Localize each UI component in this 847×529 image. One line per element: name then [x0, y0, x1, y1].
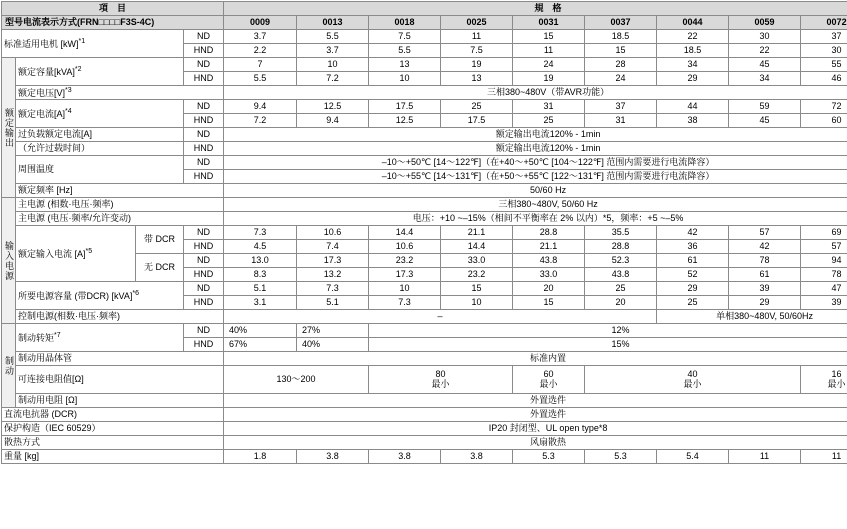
resistance-value: 40	[687, 369, 698, 380]
row-label-rated-input-current: 额定输入电流 $[A]^{*5}$	[16, 226, 136, 282]
cell: 45	[729, 114, 801, 128]
cell: 18.5	[657, 44, 729, 58]
cell: 30	[801, 44, 847, 58]
cell: 37	[585, 100, 657, 114]
row-label-rated-current: 额定电流$[A]^{*4}$	[16, 100, 184, 128]
cell: 5.3	[513, 450, 585, 464]
cell-span-left: –	[224, 310, 657, 324]
cell: 31	[513, 100, 585, 114]
cell: 25	[585, 282, 657, 296]
row-label-power-capacity: 所要电源容量 (带DCR) [kVA]$^{*6}$	[16, 282, 184, 310]
row-label-ambient-temp: 周围温度	[16, 156, 184, 184]
row-label-standard-motor: 标准适用电机 [kW]$^{*1}$	[2, 30, 184, 58]
row-label-protection: 保护构造（IEC 60529）	[2, 422, 224, 436]
model-row-label: 型号电流表示方式(FRN□□□□F3S-4C)	[2, 16, 224, 30]
cell: 29	[657, 72, 729, 86]
mode-hnd: HND	[184, 240, 224, 254]
mode-nd: ND	[184, 324, 224, 338]
row-label-main-power: 主电源 (相数·电压·频率)	[16, 198, 224, 212]
cell: 15	[513, 30, 585, 44]
cell-span: IP20 封闭型、UL open type*8	[224, 422, 847, 436]
cell-span-right: 单相380~480V, 50/60Hz	[657, 310, 847, 324]
cell: 12.5	[297, 100, 369, 114]
cell: 94	[801, 254, 847, 268]
cell: 7.2	[297, 72, 369, 86]
mode-hnd: HND	[184, 170, 224, 184]
cell: 20	[513, 282, 585, 296]
row-label-resistance: 可连接电阻值[Ω]	[16, 366, 224, 394]
item-header: 項 目	[2, 2, 224, 16]
cell: 10	[369, 282, 441, 296]
cell: 7	[224, 58, 297, 72]
cell: 25	[657, 296, 729, 310]
cell: 40%	[224, 324, 297, 338]
cell: 57	[801, 240, 847, 254]
cell: 3.7	[224, 30, 297, 44]
cell: 35.5	[585, 226, 657, 240]
cell: 8.3	[224, 268, 297, 282]
cell: 19	[441, 58, 513, 72]
cell: 28.8	[585, 240, 657, 254]
cell: 19	[513, 72, 585, 86]
mode-hnd: HND	[184, 142, 224, 156]
model-col-0018: 0018	[369, 16, 441, 30]
cell: 23.2	[441, 268, 513, 282]
cell: 36	[657, 240, 729, 254]
mode-nd: ND	[184, 58, 224, 72]
table-row	[2, 352, 847, 366]
row-label-rated-frequency: 额定频率 [Hz]	[16, 184, 224, 198]
cell: 39	[729, 282, 801, 296]
cell-span: 标准内置	[224, 352, 847, 366]
cell: 43.8	[585, 268, 657, 282]
cell: 12.5	[369, 114, 441, 128]
model-header-row	[2, 16, 847, 30]
table-row	[2, 310, 847, 324]
cell: 47	[801, 282, 847, 296]
cell: 37	[801, 30, 847, 44]
cell: 5.1	[297, 296, 369, 310]
table-row	[2, 184, 847, 198]
mode-nd: ND	[184, 100, 224, 114]
cell: 38	[657, 114, 729, 128]
resistance-value: 16	[831, 369, 842, 380]
cell: 1.8	[224, 450, 297, 464]
cell-span: 电压：+10 ~–15%（相间不平衡率在 2% 以内）*5，频率：+5 ~–5%	[224, 212, 847, 226]
resistance-value: 60	[543, 369, 554, 380]
cell: 17.5	[441, 114, 513, 128]
cell: 40%	[297, 338, 369, 352]
cell: 7.3	[224, 226, 297, 240]
model-col-0044: 0044	[657, 16, 729, 30]
spec-header: 規 格	[224, 2, 847, 16]
cell: 34	[729, 72, 801, 86]
cell: 22	[657, 30, 729, 44]
cell: 17.5	[369, 100, 441, 114]
row-label-control-power: 控制电源(相数·电压·频率)	[16, 310, 224, 324]
row-label-overload-current: 过负载额定电流[A]	[16, 128, 184, 142]
specification-table	[1, 1, 847, 464]
table-row	[2, 142, 847, 156]
resistance-note: 最小	[683, 378, 702, 389]
cell: 7.5	[369, 30, 441, 44]
cell: 28	[585, 58, 657, 72]
cell: 46	[801, 72, 847, 86]
cell: 18.5	[585, 30, 657, 44]
resistance-group-1	[224, 366, 369, 394]
mode-hnd: HND	[184, 44, 224, 58]
table-row	[2, 212, 847, 226]
cell: 42	[657, 226, 729, 240]
cell: 29	[729, 296, 801, 310]
mode-nd: ND	[184, 156, 224, 170]
cell: 29	[657, 282, 729, 296]
cell: 30	[729, 30, 801, 44]
table-row	[2, 30, 847, 44]
row-label-weight: 重量 [kg]	[2, 450, 224, 464]
cell: 10	[369, 72, 441, 86]
cell: 34	[657, 58, 729, 72]
cell: 3.1	[224, 296, 297, 310]
cell: 3.7	[297, 44, 369, 58]
table-row	[2, 156, 847, 170]
resistance-note: 最小	[827, 378, 846, 389]
table-row	[2, 450, 847, 464]
cell: 59	[729, 100, 801, 114]
cell: 67%	[224, 338, 297, 352]
mode-hnd: HND	[184, 296, 224, 310]
cell: 9.4	[297, 114, 369, 128]
cell: 21.1	[513, 240, 585, 254]
cell: 31	[585, 114, 657, 128]
table-row	[2, 128, 847, 142]
cell-span: –10～+50℃ [14～122℉]（在+40～+50℃ [104～122℉] 范围内需要进行电流降容）	[224, 156, 847, 170]
cell: 39	[801, 296, 847, 310]
cell-span: 外置选件	[224, 394, 847, 408]
cell: 15	[441, 282, 513, 296]
cell-span: –10～+55℃ [14～131℉]（在+50～+55℃ [122～131℉] 范围内需要进行电流降容）	[224, 170, 847, 184]
resistance-group-4	[585, 366, 801, 394]
cell: 17.3	[297, 254, 369, 268]
table-row	[2, 100, 847, 114]
cell: 21.1	[441, 226, 513, 240]
side-label-input-power: 输入电源	[2, 198, 16, 324]
cell: 5.1	[224, 282, 297, 296]
cell: 10.6	[369, 240, 441, 254]
cell: 33.0	[513, 268, 585, 282]
side-label-rated-output: 额定输出	[2, 58, 16, 198]
cell: 60	[801, 114, 847, 128]
cell: 20	[585, 296, 657, 310]
cell-span: 15%	[369, 338, 847, 352]
cell: 7.4	[297, 240, 369, 254]
cell: 5.5	[297, 30, 369, 44]
cell: 13.0	[224, 254, 297, 268]
cell: 25	[441, 100, 513, 114]
resistance-group-5	[801, 366, 847, 394]
cell: 7.3	[369, 296, 441, 310]
row-label-braking-transistor: 制动用晶体管	[16, 352, 224, 366]
model-col-0072: 0072	[801, 16, 847, 30]
mode-hnd: HND	[184, 114, 224, 128]
row-label-rated-capacity: 额定容量[kVA]$^{*2}$	[16, 58, 184, 86]
row-label-braking-resistor: 制动用电阻 [Ω]	[16, 394, 224, 408]
side-label-braking: 制动	[2, 324, 16, 408]
cell: 5.5	[369, 44, 441, 58]
cell: 3.8	[369, 450, 441, 464]
table-row	[2, 58, 847, 72]
cell-span: 风扇散热	[224, 436, 847, 450]
row-label-overload-time: （允许过载时间）	[16, 142, 184, 156]
cell: 15	[513, 296, 585, 310]
cell: 52.3	[585, 254, 657, 268]
table-row	[2, 282, 847, 296]
cell: 10	[297, 58, 369, 72]
cell: 11	[441, 30, 513, 44]
resistance-group-3	[513, 366, 585, 394]
row-label-rated-voltage: 额定电压$[V]^{*3}$	[16, 86, 224, 100]
cell: 61	[657, 254, 729, 268]
cell: 7.3	[297, 282, 369, 296]
cell: 5.3	[585, 450, 657, 464]
cell: 13	[441, 72, 513, 86]
cell: 15	[585, 44, 657, 58]
mode-hnd: HND	[184, 338, 224, 352]
cell: 23.2	[369, 254, 441, 268]
cell-span: 额定输出电流120% - 1min	[224, 142, 847, 156]
sub-label-without-dcr: 无 DCR	[136, 254, 184, 282]
cell: 45	[729, 58, 801, 72]
cell-span: 三相380~480V（带AVR功能）	[224, 86, 847, 100]
cell-span: 50/60 Hz	[224, 184, 847, 198]
model-col-0037: 0037	[585, 16, 657, 30]
table-row	[2, 324, 847, 338]
cell: 13.2	[297, 268, 369, 282]
mode-hnd: HND	[184, 72, 224, 86]
mode-nd: ND	[184, 30, 224, 44]
resistance-group-2	[369, 366, 513, 394]
table-row	[2, 86, 847, 100]
mode-hnd: HND	[184, 268, 224, 282]
cell: 42	[729, 240, 801, 254]
resistance-note: 最小	[539, 378, 558, 389]
cell: 14.4	[369, 226, 441, 240]
mode-nd: ND	[184, 254, 224, 268]
resistance-value: 80	[435, 369, 446, 380]
cell: 3.8	[297, 450, 369, 464]
cell: 17.3	[369, 268, 441, 282]
model-col-0059: 0059	[729, 16, 801, 30]
cell: 78	[729, 254, 801, 268]
cell: 11	[729, 450, 801, 464]
mode-nd: ND	[184, 226, 224, 240]
cell: 7.5	[441, 44, 513, 58]
model-col-0031: 0031	[513, 16, 585, 30]
cell: 5.5	[224, 72, 297, 86]
cell-span: 12%	[369, 324, 847, 338]
cell: 61	[729, 268, 801, 282]
table-row	[2, 422, 847, 436]
cell: 72	[801, 100, 847, 114]
cell-span: 额定输出电流120% - 1min	[224, 128, 847, 142]
cell-span: 外置选件	[224, 408, 847, 422]
cell: 11	[801, 450, 847, 464]
cell: 2.2	[224, 44, 297, 58]
cell: 24	[513, 58, 585, 72]
table-row	[2, 226, 847, 240]
resistance-note: 最小	[431, 378, 450, 389]
cell: 27%	[297, 324, 369, 338]
table-row	[2, 198, 847, 212]
cell: 7.2	[224, 114, 297, 128]
cell: 11	[513, 44, 585, 58]
cell: 57	[729, 226, 801, 240]
cell: 55	[801, 58, 847, 72]
cell: 3.8	[441, 450, 513, 464]
cell: 10	[441, 296, 513, 310]
cell-span: 三相380~480V, 50/60 Hz	[224, 198, 847, 212]
mode-nd: ND	[184, 282, 224, 296]
cell: 25	[513, 114, 585, 128]
cell: 9.4	[224, 100, 297, 114]
cell: 5.4	[657, 450, 729, 464]
mode-nd: ND	[184, 128, 224, 142]
cell: 24	[585, 72, 657, 86]
row-label-braking-torque: 制动转矩$^{*7}$	[16, 324, 184, 352]
model-col-0025: 0025	[441, 16, 513, 30]
cell: 22	[729, 44, 801, 58]
table-row	[2, 436, 847, 450]
sub-label-with-dcr: 带 DCR	[136, 226, 184, 254]
cell: 44	[657, 100, 729, 114]
cell: 43.8	[513, 254, 585, 268]
cell: 33.0	[441, 254, 513, 268]
model-col-0009: 0009	[224, 16, 297, 30]
row-label-dcr: 直流电抗器 (DCR)	[2, 408, 224, 422]
cell: 69	[801, 226, 847, 240]
cell: 14.4	[441, 240, 513, 254]
table-row	[2, 366, 847, 394]
cell: 28.8	[513, 226, 585, 240]
table-header-row	[2, 2, 847, 16]
cell: 52	[657, 268, 729, 282]
row-label-cooling: 散热方式	[2, 436, 224, 450]
cell: 4.5	[224, 240, 297, 254]
table-row	[2, 408, 847, 422]
cell: 10.6	[297, 226, 369, 240]
cell: 13	[369, 58, 441, 72]
cell: 78	[801, 268, 847, 282]
table-row	[2, 394, 847, 408]
model-col-0013: 0013	[297, 16, 369, 30]
resistance-value: 130～200	[276, 373, 316, 384]
row-label-main-power-variation: 主电源 (电压·频率/允许变动)	[16, 212, 224, 226]
